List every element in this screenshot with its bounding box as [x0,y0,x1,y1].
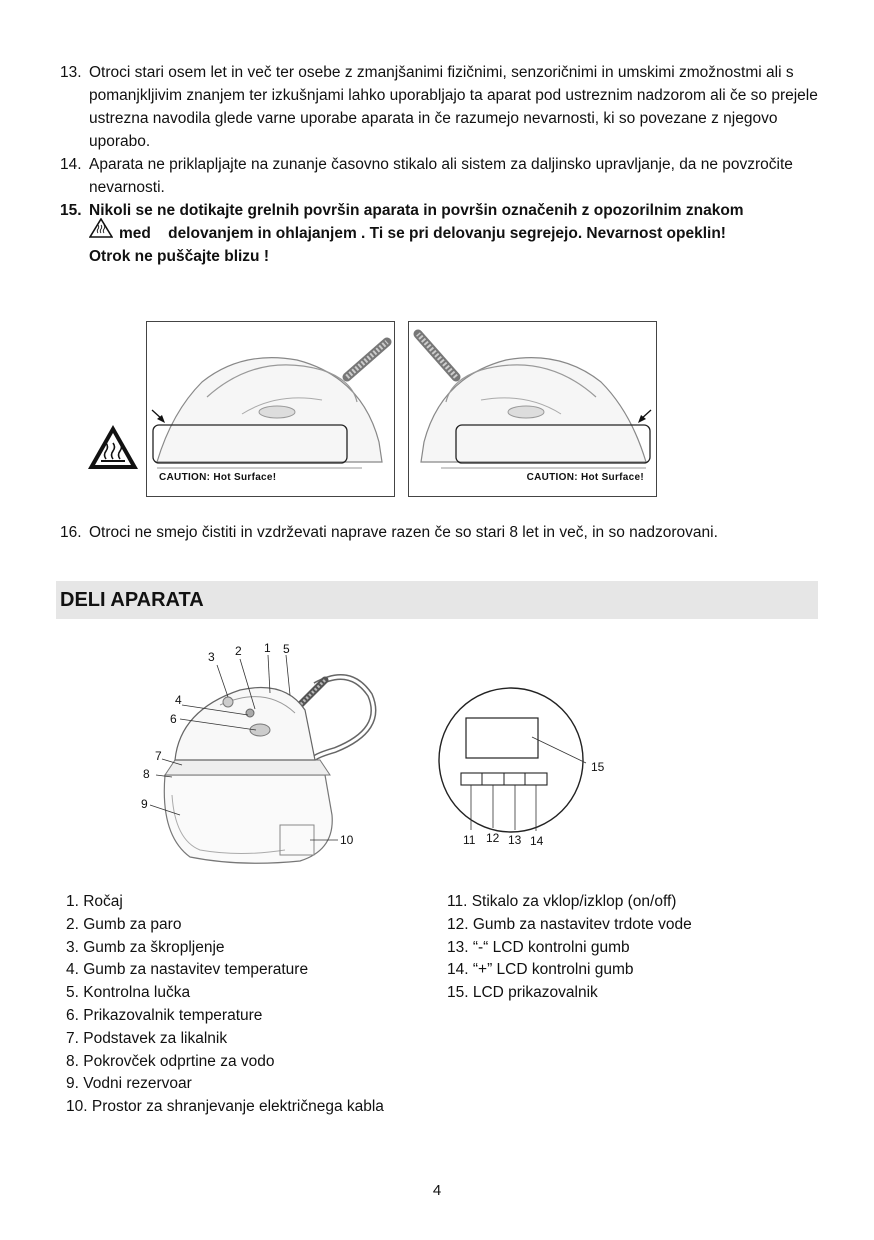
list-item: 4. Gumb za nastavitev temperature [66,961,309,979]
list-item: 12. Gumb za nastavitev trdote vode [447,915,692,933]
item-text-line3: Otrok ne puščajte blizu ! [89,248,269,265]
item-text-line1: Nikoli se ne dotikajte grelnih površin aparata in površin označenih z opozorilnim znakom [89,202,744,219]
list-item: 7. Podstavek za likalnik [66,1029,228,1047]
item-number: 14. [60,156,82,173]
item-number: 16. [60,524,82,541]
control-panel-diagram [436,685,626,850]
callout-11: 11 [463,833,476,847]
callout-4: 4 [175,693,182,707]
section-heading-bar [56,581,818,619]
list-item: 11. Stikalo za vklop/izklop (on/off) [447,893,677,910]
steam-station-diagram [120,635,410,875]
item-text: Otroci ne smejo čistiti in vzdrževati naprave razen če so stari 8 let in več, in so nadzorovani. [89,524,718,541]
list-item: 8. Pokrovček odprtine za vodo [66,1052,275,1070]
callout-7: 7 [155,749,162,763]
hot-surface-warning-icon [89,218,113,238]
item-text: Aparata ne priklapljajte na zunanje časovno stikalo ali sistem za daljinsko upravljanje, da ne povzročite nevarnosti. [89,156,793,196]
steam-station-illustration [120,635,410,875]
callout-3: 3 [208,650,215,664]
callout-13: 13 [508,833,522,847]
hot-surface-symbol-icon [86,423,140,471]
parts-list-right [447,891,692,1005]
iron-right-illustration [409,322,656,496]
iron-left-illustration [147,322,394,496]
list-item: 2. Gumb za paro [66,915,182,933]
callout-12: 12 [486,831,500,845]
callout-2: 2 [235,644,242,658]
callout-1: 1 [264,641,271,655]
list-item: 14. “+” LCD kontrolni gumb [447,961,634,979]
item-text-line2: med delovanjem in ohlajanjem . Ti se pri delovanju segrejejo. Nevarnost opeklin! [119,225,726,242]
callout-5: 5 [283,642,290,656]
caution-image-right [408,321,657,497]
callout-10: 10 [340,833,354,847]
list-item: 9. Vodni rezervoar [66,1075,192,1093]
parts-list-left [66,891,384,1119]
list-item: 13. “-“ LCD kontrolni gumb [447,938,630,956]
callout-6: 6 [170,712,177,726]
page-number: 4 [432,1182,442,1199]
caution-label: CAUTION: Hot Surface! [526,472,644,483]
section-title: DELI APARATA [60,589,204,611]
callout-15: 15 [591,760,605,774]
item-number: 13. [60,64,82,81]
callout-8: 8 [143,767,150,781]
callout-9: 9 [141,797,148,811]
list-item: 15. LCD prikazovalnik [447,984,598,1002]
list-item: 6. Prikazovalnik temperature [66,1006,263,1024]
caution-label: CAUTION: Hot Surface! [159,472,277,483]
list-item: 5. Kontrolna lučka [66,984,191,1002]
item-text: Otroci stari osem let in več ter osebe z zmanjšanimi fizičnimi, senzoričnimi in umskimi zmožnostmi ali s pomanjkljivim znanjem ter izkušnjami lahko uporabljajo ta aparat pod ustreznim nadzorom ali če so prejele ustrezna navodila glede varne uporabe aparata in če razumejo nevarnosti, ki so povezane z njegovo uporabo. [89,64,818,150]
caution-image-left [146,321,395,497]
list-item: 1. Ročaj [66,893,123,910]
list-item: 3. Gumb za škropljenje [66,938,225,956]
item-number: 15. [60,202,82,219]
callout-14: 14 [530,834,544,848]
list-item: 10. Prostor za shranjevanje električnega kabla [66,1098,384,1116]
